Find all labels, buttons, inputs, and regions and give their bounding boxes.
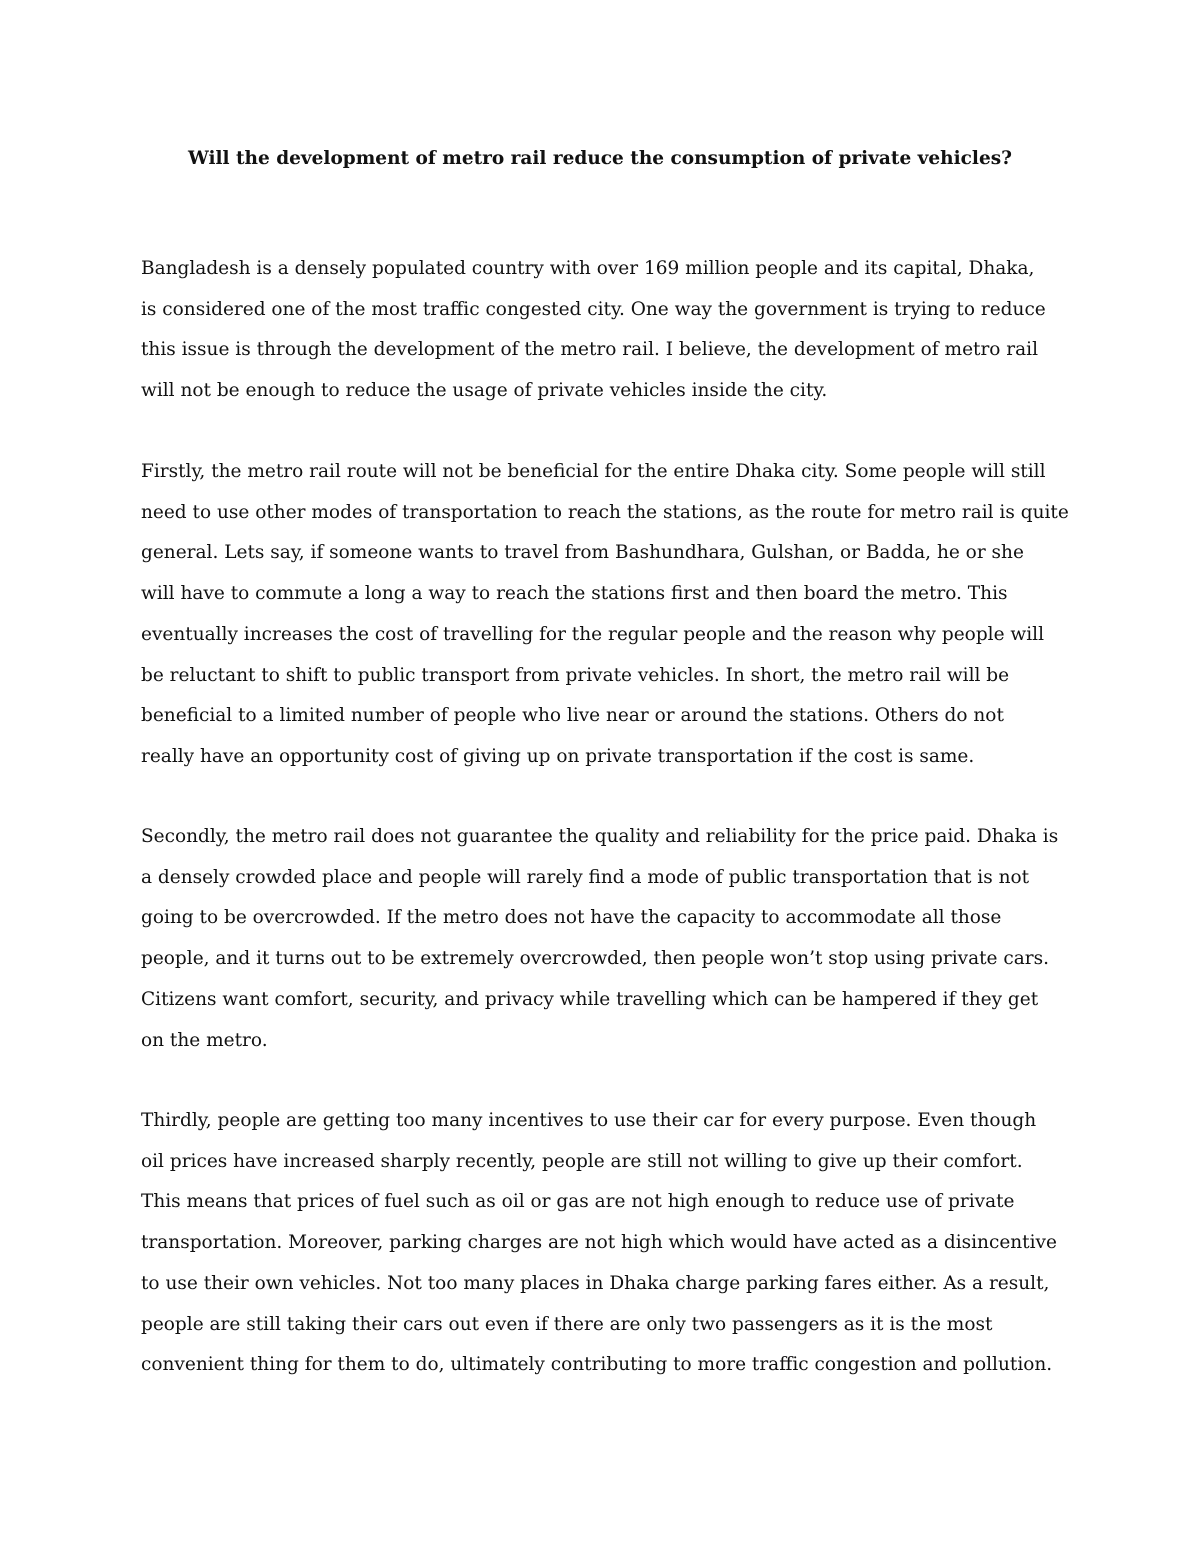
paragraph-line: This means that prices of fuel such as oil or gas are not high enough to reduce use of private <box>141 1191 1015 1213</box>
paragraph-line: Thirdly, people are getting too many incentives to use their car for every purpose. Even though <box>141 1110 1037 1131</box>
paragraph-line: need to use other modes of transportation to reach the stations, as the route for metro rail is quite <box>141 501 1069 523</box>
paragraph-line: going to be overcrowded. If the metro does not have the capacity to accommodate all those <box>141 907 1002 929</box>
paragraph-line: will have to commute a long a way to reach the stations first and then board the metro. This <box>141 583 1008 605</box>
paragraph-line: Bangladesh is a densely populated country with over 169 million people and its capital, Dhaka, <box>141 258 1035 279</box>
paragraph-secondly <box>141 817 1081 1061</box>
document-title: Will the development of metro rail reduce the consumption of private vehicles? <box>188 148 1012 169</box>
paragraph-line: to use their own vehicles. Not too many places in Dhaka charge parking fares either. As a result, <box>141 1272 1050 1294</box>
paragraph-line: convenient thing for them to do, ultimately contributing to more traffic congestion and pollution. <box>141 1354 1053 1376</box>
paragraph-line: Citizens want comfort, security, and privacy while travelling which can be hampered if they get <box>141 988 1039 1010</box>
paragraph-line: on the metro. <box>141 1029 268 1051</box>
paragraph-firstly <box>141 452 1081 778</box>
paragraph-line: people, and it turns out to be extremely overcrowded, then people won’t stop using private cars. <box>141 948 1049 970</box>
paragraph-line: be reluctant to shift to public transport from private vehicles. In short, the metro rail will be <box>141 664 1010 686</box>
paragraph-line: people are still taking their cars out even if there are only two passengers as it is the most <box>141 1313 993 1335</box>
paragraph-line: this issue is through the development of the metro rail. I believe, the development of metro rail <box>141 339 1039 361</box>
paragraph-line: general. Lets say, if someone wants to travel from Bashundhara, Gulshan, or Badda, he or she <box>141 542 1024 564</box>
paragraph-line: oil prices have increased sharply recently, people are still not willing to give up their comfort. <box>141 1150 1023 1172</box>
paragraph-line: Secondly, the metro rail does not guarantee the quality and reliability for the price paid. Dhaka is <box>141 826 1059 847</box>
paragraph-line: Firstly, the metro rail route will not be beneficial for the entire Dhaka city. Some people will still <box>141 461 1046 482</box>
paragraph-line: eventually increases the cost of travelling for the regular people and the reason why people will <box>141 623 1044 645</box>
paragraph-line: a densely crowded place and people will rarely find a mode of public transportation that is not <box>141 866 1030 888</box>
paragraph-intro <box>141 249 1081 412</box>
paragraph-line: really have an opportunity cost of giving up on private transportation if the cost is same. <box>141 745 975 767</box>
paragraph-line: beneficial to a limited number of people who live near or around the stations. Others do not <box>141 705 1004 727</box>
paragraph-line: is considered one of the most traffic congested city. One way the government is trying to reduce <box>141 298 1046 320</box>
paragraph-thirdly <box>141 1101 1081 1386</box>
paragraph-line: transportation. Moreover, parking charges are not high which would have acted as a disincentive <box>141 1232 1057 1254</box>
paragraph-line: will not be enough to reduce the usage of private vehicles inside the city. <box>141 380 828 402</box>
